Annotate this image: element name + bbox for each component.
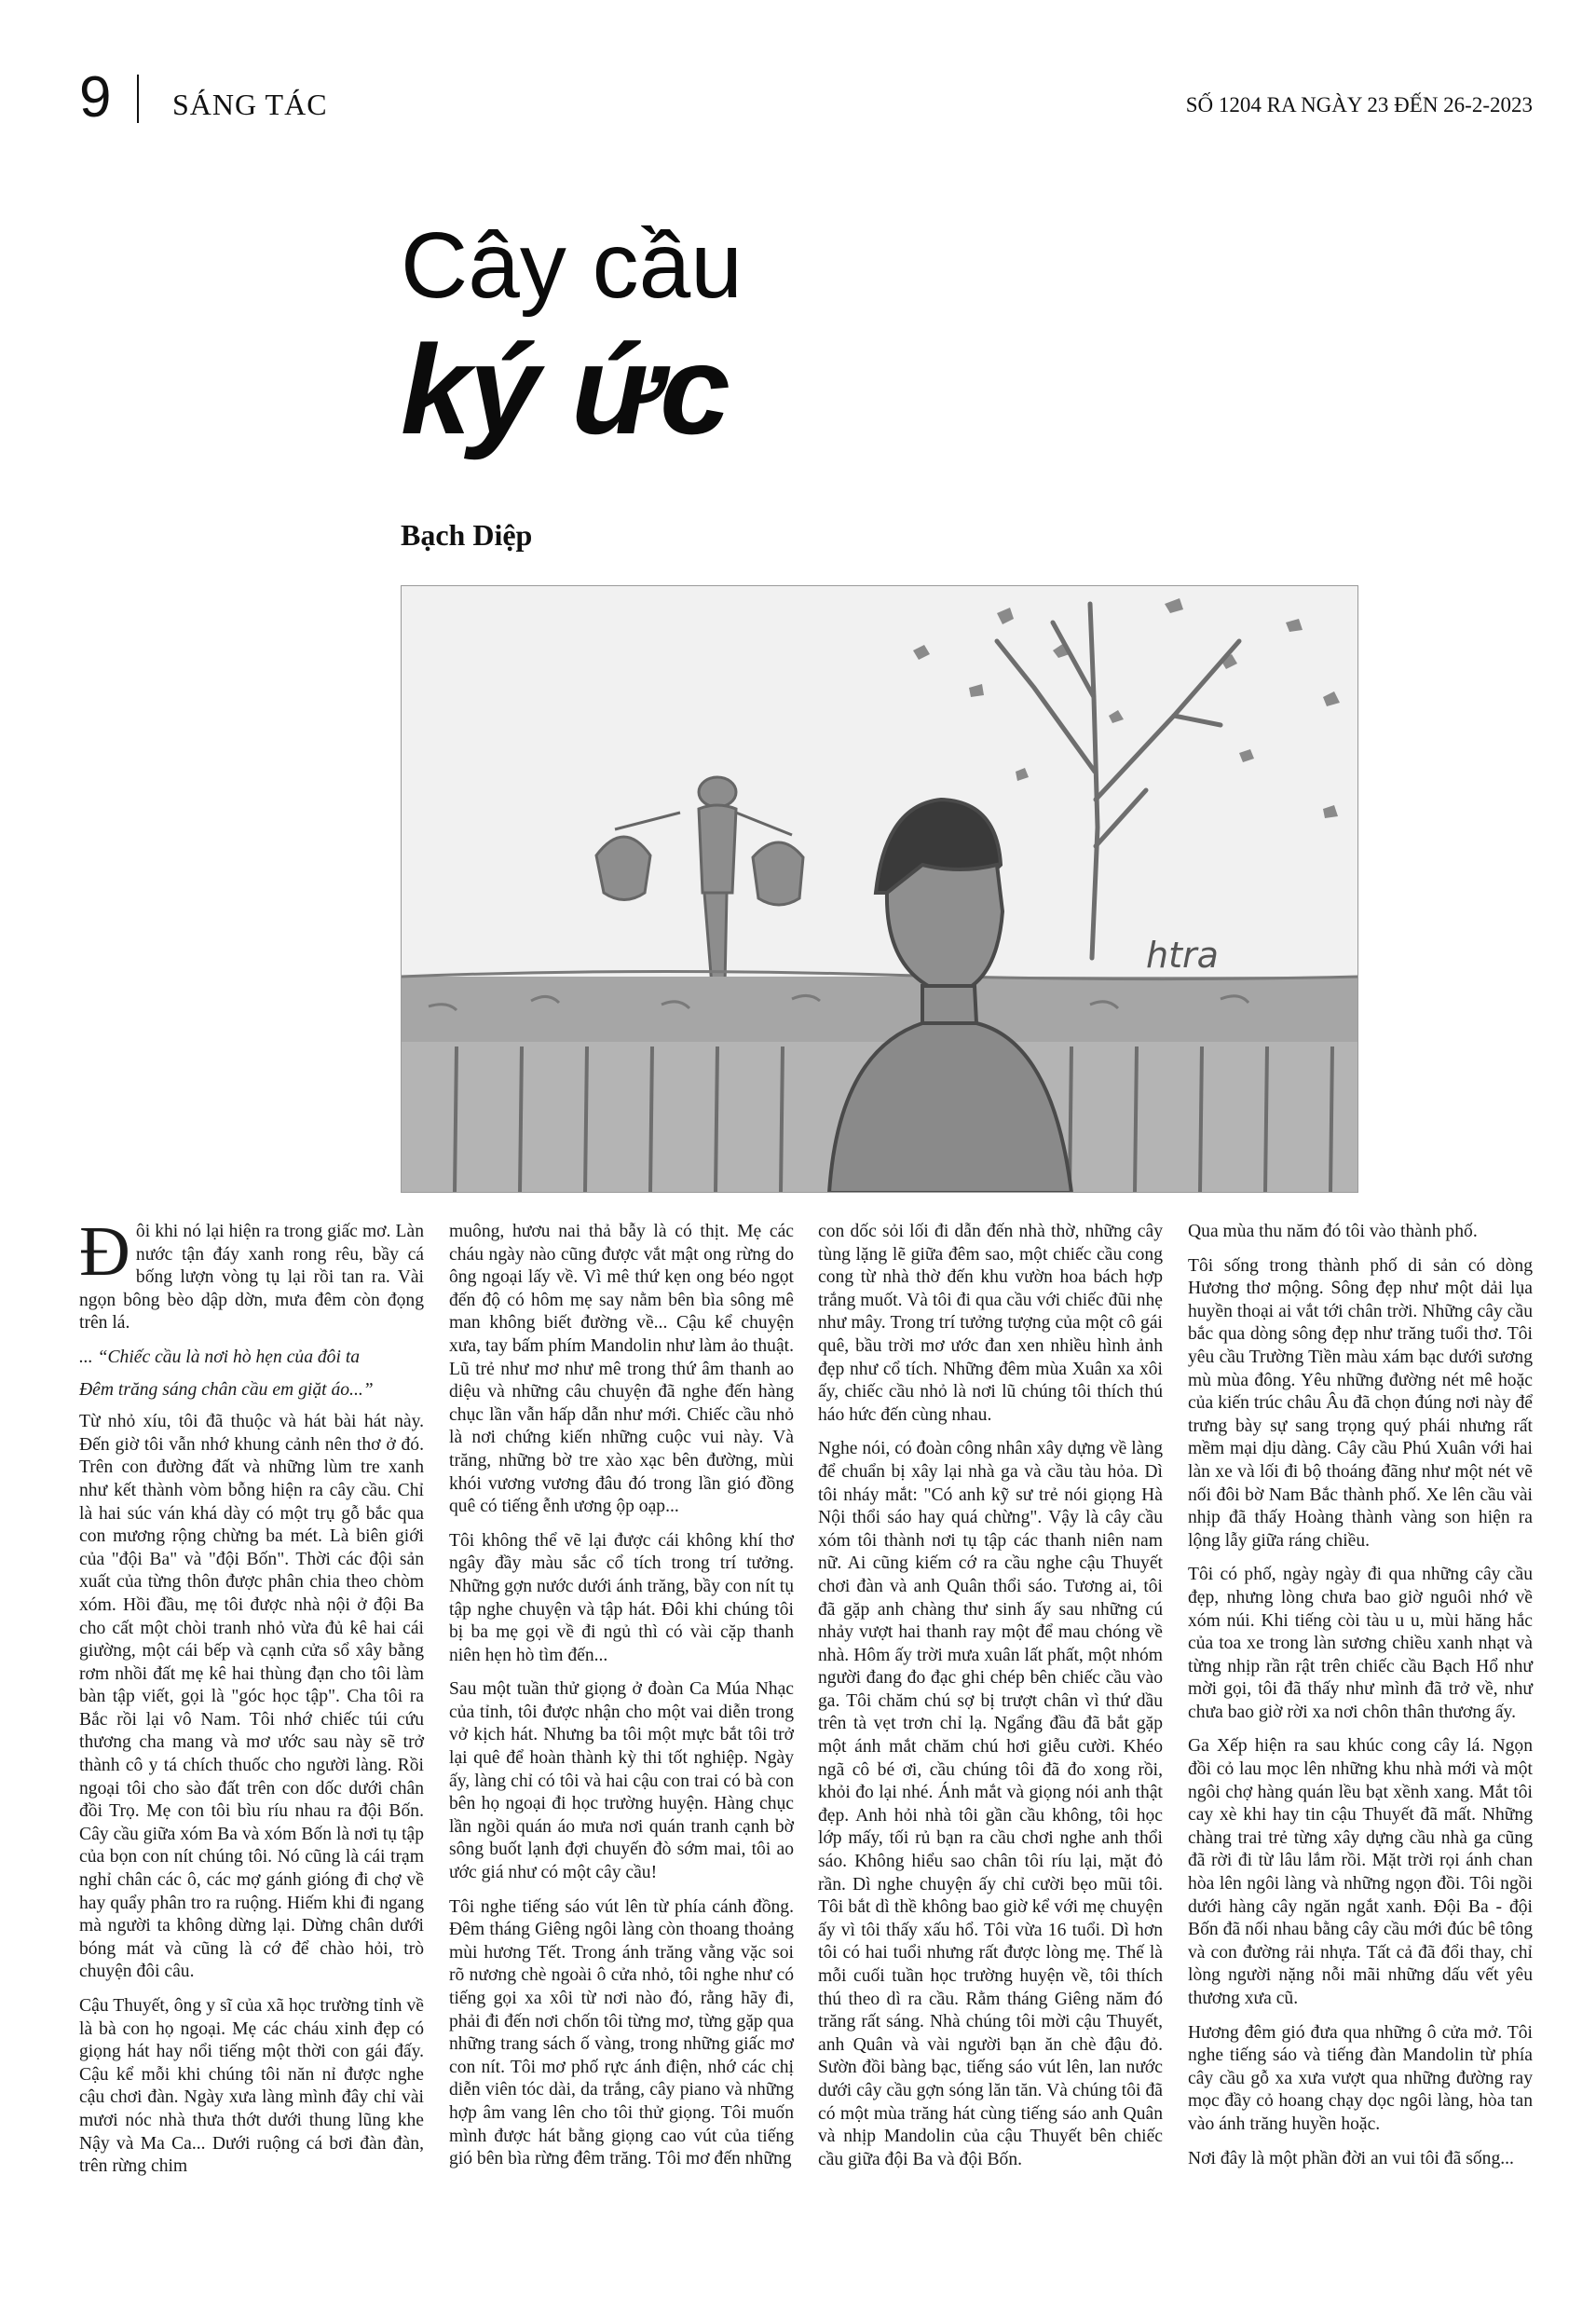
paragraph: muông, hươu nai thả bẫy là có thịt. Mẹ các cháu ngày nào cũng được vắt mật ong rừng do ông ngoại lấy về. Vì mê thứ kẹn ong béo ngọt đến độ có hôm mẹ say nằm bên bìa sông mê man không biết đường về... Cậu kể chuyện xưa, tay bấm phím Mandolin như làm ảo thuật. Lũ trẻ như mơ như mê trong thứ âm thanh ao diệu và những câu chuyện đã nghe đến hàng chục lần vẫn hấp dẫn như mới. Chiếc cầu nhỏ là nơi chứng kiến những cuộc vui này. Và trăng, những bờ tre xào xạc bên đường, mùi khói vương vương đâu đó trong lần gió đồng quê có tiếng ễnh ương ộp oạp... <box>449 1222 794 1517</box>
paragraph: Cậu Thuyết, ông y sĩ của xã học trường tỉnh về là bà con họ ngoại. Mẹ các cháu xinh đẹp có giọng hát hay nổi tiếng một thời con gái đấy. Cậu kể mỗi khi chúng tôi năn nỉ được nghe cậu chơi đàn. Ngày xưa làng mình đây chỉ vài mươi nóc nhà thưa thớt dưới thung lũng khe Nậy và Ma Ca... Dưới ruộng cá bơi đàn đàn, trên rừng chim <box>79 1996 424 2177</box>
paragraph: Tôi không thể vẽ lại được cái không khí thơ ngây đầy màu sắc cổ tích trong trí tưởng. Những gợn nước dưới ánh trăng, bầy con nít tụ tập nghe chuyện và tập hát. Đôi khi chúng tôi bị ba mẹ gọi về đi ngủ thì có vài cặp thanh niên hẹn hò tìm đến... <box>449 1530 794 1665</box>
header-divider <box>137 75 139 123</box>
paragraph: Sau một tuần thử giọng ở đoàn Ca Múa Nhạc của tỉnh, tôi được nhận cho một vai diễn trong vở kịch hát. Nhưng ba tôi một mực bắt tôi trở lại quê để hoàn thành kỳ thi tốt nghiệp. Ngày ấy, làng chỉ có tôi và hai cậu con trai có bà con bên họ ngoại đi học trường huyện. Hàng chục lần ngồi quán áo mưa nơi quán tranh cạnh bờ sông buốt lạnh đợi chuyến đò sớm mai, tôi ao ước giá như có một cây cầu! <box>449 1679 794 1883</box>
paragraph: Tôi sống trong thành phố di sản có dòng Hương thơ mộng. Sông đẹp như một dải lụa huyền thoại ai vắt tới chân trời. Những cây cầu bắc qua dòng sông đẹp như trăng tuổi thơ. Tôi yêu cầu Trường Tiền màu xám bạc dưới sương mù mùa đông. Yêu những đường nét mê hoặc của kiến trúc châu Âu đã chọn đúng nơi này để trưng bày sự sang trọng quý phái nhưng rất mềm mại dịu dàng. Cây cầu Phú Xuân với hai làn xe và lối đi bộ thoáng đãng như một nét vẽ nối đôi bờ Nam Bắc thành phố. Xe lên cầu vài nhịp đã thấy Hoàng thành vàng son hiện ra lộng lẫy giữa ráng chiều. <box>1188 1255 1533 1551</box>
paragraph: Qua mùa thu năm đó tôi vào thành phố. <box>1188 1222 1478 1241</box>
section-title: SÁNG TÁC <box>172 88 328 121</box>
page-number: 9 <box>79 65 112 130</box>
illustration-signature: htra <box>1146 935 1219 976</box>
body-column-4 <box>1188 1221 1533 2182</box>
body-column-2 <box>449 1221 794 2182</box>
body-column-1 <box>79 1212 424 2190</box>
drop-cap: Đ <box>79 1212 130 1291</box>
poem-line: ... “Chiếc cầu là nơi hò hẹn của đôi ta <box>79 1347 361 1367</box>
paragraph: Tôi có phố, ngày ngày đi qua những cây cầu đẹp, nhưng lòng chưa bao giờ nguôi nhớ về xóm núi. Khi tiếng còi tàu u u, mùi hăng hắc của toa xe trong làn sương chiều xanh nhạt và từng nhịp rần rật trên chiếc cầu Bạch Hổ như mời gọi, tôi đã thấy như mình đã trở về, như chưa bao giờ rời xa nơi chôn thân thương ấy. <box>1188 1565 1533 1722</box>
paragraph: Từ nhỏ xíu, tôi đã thuộc và hát bài hát này. Đến giờ tôi vẫn nhớ khung cảnh nên thơ ở đó. Trên con đường đất và những lùm tre xanh như kết thành vòm bỗng hiện ra cây cầu. Chỉ là hai súc ván khá dày có một trụ gỗ bắc qua con mương rộng chừng ba mét. Là biên giới của "đội Ba" và "đội Bốn". Thời các đội sản xuất của từng thôn được phân chia theo chòm xóm. Hồi đầu, mẹ tôi được nhà nội ở đội Ba cho cất một chòi tranh nhỏ vừa đủ kê hai cái giường, một cái bếp và cạnh cửa sổ xây bằng rơm nhồi đất mẹ kê hai thùng đạn cho tôi làm bàn tập viết, gọi là "góc học tập". Cha tôi ra Bắc rồi lại vô Nam. Tôi nhớ chiếc túi cứu thương cha mang và mơ ước sau này sẽ trở thành cô y tá chích thuốc cho người làng. Rồi ngoại tôi cho sào đất trên con dốc dưới chân đồi Trọ. Mẹ con tôi bìu ríu nhau ra đội Bốn. Cây cầu giữa xóm Ba và xóm Bốn là nơi tụ tập của bọn con nít chúng tôi. Nó cũng là cái trạm nghỉ chân các ô, các mợ gánh gióng đi chợ về hay quẩy phân tro ra ruộng. Hiếm khi đi ngang mà người ta không dừng lại. Dừng chân dưới bóng mát và cũng là cớ để chào hỏi, trò chuyện đôi câu. <box>79 1412 424 1982</box>
body-column-3 <box>818 1221 1163 2182</box>
paragraph: Nghe nói, có đoàn công nhân xây dựng về làng để chuẩn bị xây lại nhà ga và cầu tàu hỏa. Dì tôi nháy mắt: "Có anh kỹ sư trẻ nói giọng Hà Nội thổi sáo hay quá chừng". Vậy là cây cầu xóm tôi thành nơi tụ tập các thanh niên nam nữ. Ai cũng kiếm cớ ra cầu nghe cậu Thuyết chơi đàn và anh Quân thổi sáo. Tương ai, tôi đã gặp anh chàng thư sinh ấy sau những cú nhảy vượt hai thanh ray một để mau chóng về nhà. Hôm ấy trời mưa xuân lất phất, một nhóm người đang đo đạc ghi chép bên chiếc cầu vào ga. Tôi chăm chú sợ bị trượt chân vì thứ dầu trên tà vẹt trơn chỉ lạ. Ngẩng đầu đã bắt gặp một ánh mắt chăm chú hơi giễu cười. Khéo ngã cô bé ơi, cầu chúng tôi đã đo xong rồi, khỏi đo lại nhé. Ánh mắt và giọng nói anh thật đẹp. Anh hỏi nhà tôi gần cầu không, tôi học lớp mấy, tối rủ bạn ra cầu chơi nghe anh thổi sáo. Không hiểu sao chân tôi ríu lại, mặt đỏ rần. Dì nghe chuyện ấy chỉ cười bẹo mũi tôi. Tôi bắt dì thề không bao giờ kể với mẹ chuyện ấy vì tôi thấy xấu hổ. Tôi vừa 16 tuổi. Dì hơn tôi có hai tuổi nhưng rất được lòng mẹ. Thế là mỗi cuối tuần học trường huyện về, tôi thích thú theo dì ra cầu. Rằm tháng Giêng năm đó trăng rất sáng. Nhà chúng tôi mời cậu Thuyết, anh Quân và vài người bạn ăn chè đậu đỏ. Sườn đồi bàng bạc, tiếng sáo vút lên, lan nước dưới cây cầu gợn sóng lăn tăn. Và chúng tôi đã có một mùa trăng hát cùng tiếng sáo anh Quân và nhịp Mandolin của cậu Thuyết bên chiếc cầu giữa đội Ba và đội Bốn. <box>818 1439 1163 2169</box>
author-byline: Bạch Diệp <box>401 518 533 552</box>
paragraph: Nơi đây là một phần đời an vui tôi đã sống... <box>1188 2148 1514 2168</box>
article-title-line1: Cây cầu <box>401 213 743 318</box>
poem-line: Đêm trăng sáng chân cầu em giặt áo...” <box>79 1379 374 1400</box>
paragraph: Hương đêm gió đưa qua những ô cửa mở. Tôi nghe tiếng sáo và tiếng đàn Mandolin từ phía cây cầu gỗ xa xưa vượt qua những đường ray mọc đầy cỏ hoang chạy dọc ngôi làng, hòa tan vào ánh trăng huyền hoặc. <box>1188 2022 1533 2134</box>
article-title-line2: ký ức <box>401 319 729 460</box>
paragraph: con dốc sỏi lối đi dẫn đến nhà thờ, những cây tùng lặng lẽ giữa đêm sao, một chiếc cầu cong cong từ nhà thờ đến khu vườn hoa bách hợp trắng muốt. Và tôi đi qua cầu với chiếc đũi nhẹ như mây. Trong trí tưởng tượng của một cô gái quê, bầu trời mơ ước đan xen nhiều hình ảnh đẹp như cổ tích. Những đêm mùa Xuân xa xôi ấy, chiếc cầu nhỏ là nơi lũ chúng tôi thích thú háo hức đến cùng nhau. <box>818 1222 1163 1425</box>
paragraph: Đôi khi nó lại hiện ra trong giấc mơ. Làn nước tận đáy xanh rong rêu, bầy cá bống lượn vòng tụ lại rồi tan ra. Vài ngọn bông bèo dập dờn, mưa đêm còn đọng trên lá. <box>79 1212 424 1334</box>
paragraph: Tôi nghe tiếng sáo vút lên từ phía cánh đồng. Đêm tháng Giêng ngôi làng còn thoang thoảng mùi hương Tết. Trong ánh trăng vằng vặc soi rõ nương chè ngoài ô cửa nhỏ, tôi nghe như có tiếng gọi xa xôi từ nơi nào đó, rằng hãy đi, phải đi đến nơi chốn tôi từng mơ, từng gặp qua những trang sách ố vàng, trong những giấc mơ con nít. Tôi mơ phố rực ánh điện, nhớ các chị diễn viên tóc dài, da trắng, cây piano và những hợp âm vang lên cho tôi thử giọng. Tôi muốn mình được hát bằng giọng cao vút của tiếng gió bên bìa rừng đêm trăng. Tôi mơ đến những <box>449 1896 794 2169</box>
paragraph: Ga Xếp hiện ra sau khúc cong cây lá. Ngọn đồi cỏ lau mọc lên những khu nhà mới và một ngôi chợ hàng quán lều bạt xềnh xang. Mắt tôi cay xè khi hay tin cậu Thuyết đã mất. Những chàng trai trẻ từng xây dựng cầu nhà ga cũng đã rời đi từ lâu lắm rồi. Mặt trời rọi ánh chan hòa lên ngôi làng và những ngọn đồi. Tôi ngồi dưới hàng cây ngăn ngắt xanh. Đội Ba - đội Bốn đã nối nhau bằng cây cầu mới đúc bê tông và con đường rải nhựa. Tất cả đã đổi thay, chỉ lòng người nặng nỗi mãi những dấu vết yêu thương xưa cũ. <box>1188 1736 1533 2008</box>
article-illustration <box>401 585 1358 1193</box>
page-header <box>79 65 1533 140</box>
issue-info: SỐ 1204 RA NGÀY 23 ĐẾN 26-2-2023 <box>1185 93 1533 116</box>
